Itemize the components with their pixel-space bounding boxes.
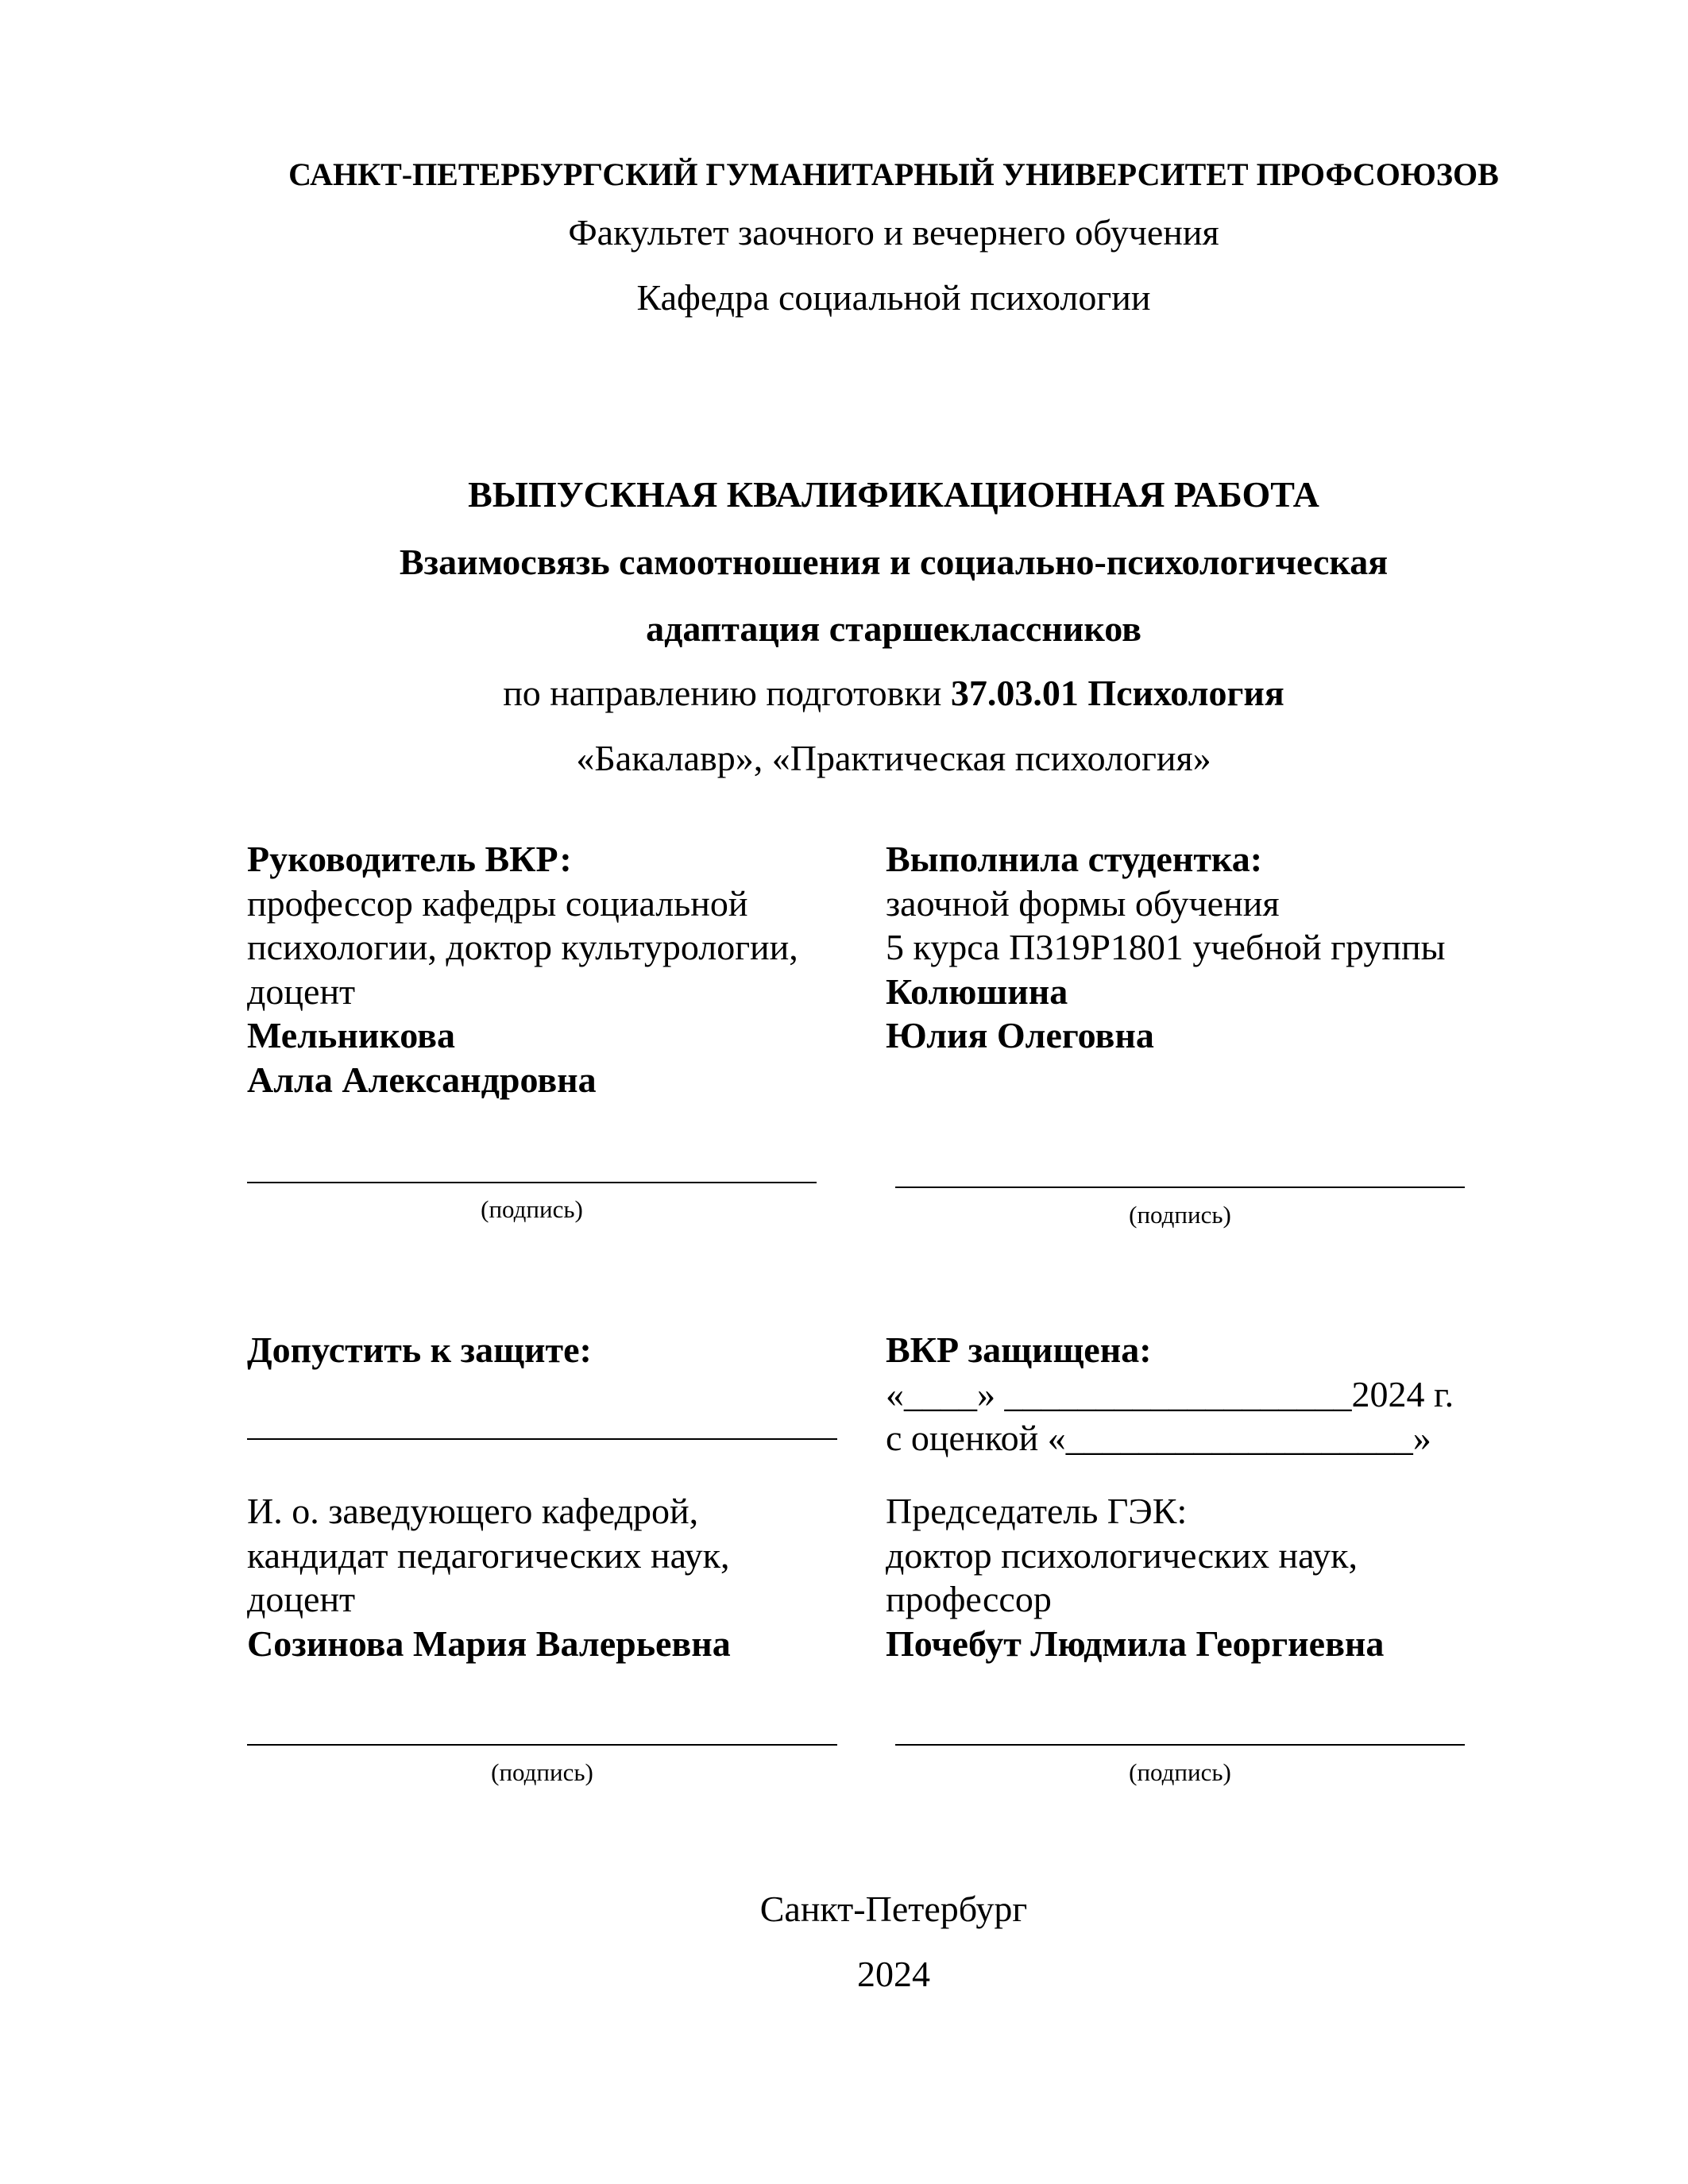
defense-grade-line: с оценкой «___________________»	[886, 1418, 1431, 1458]
year: 2024	[857, 1954, 930, 1994]
direction-prefix: по направлению подготовки	[503, 673, 951, 713]
profile-line: «Бакалавр», «Практическая психология»	[576, 738, 1211, 778]
head-name: Созинова Мария Валерьевна	[247, 1623, 731, 1664]
admission-line	[247, 1438, 837, 1440]
university-name: САНКТ-ПЕТЕРБУРГСКИЙ ГУМАНИТАРНЫЙ УНИВЕРСИТЕТ ПРОФСОЮЗОВ	[288, 156, 1499, 192]
head-signature-line	[247, 1744, 837, 1746]
gek-signature-line	[895, 1744, 1465, 1746]
topic-line-2: адаптация старшеклассников	[646, 608, 1141, 649]
supervisor-position-1: профессор кафедры социальной	[247, 882, 748, 924]
admission-label-block	[247, 1328, 592, 1372]
supervisor-signature-line	[247, 1182, 817, 1183]
defense-block	[886, 1328, 1454, 1461]
student-name: Юлия Олеговна	[886, 1015, 1154, 1055]
student-signature-caption: (подпись)	[1129, 1201, 1231, 1229]
city: Санкт-Петербург	[759, 1889, 1028, 1929]
supervisor-block	[247, 837, 798, 1102]
head-of-department-block	[247, 1489, 731, 1665]
student-label: Выполнила студентка:	[886, 839, 1263, 879]
head-position-1: И. о. заведующего кафедрой,	[247, 1491, 699, 1531]
gek-position-1: Председатель ГЭК:	[886, 1491, 1188, 1531]
student-info-1: заочной формы обучения	[886, 882, 1280, 924]
student-signature-line	[895, 1187, 1465, 1188]
direction-line	[0, 671, 1688, 716]
work-type-title: ВЫПУСКНАЯ КВАЛИФИКАЦИОННАЯ РАБОТА	[468, 474, 1319, 515]
student-info-2: 5 курса П319Р1801 учебной группы	[886, 927, 1446, 967]
gek-chair-block	[886, 1489, 1384, 1665]
supervisor-position-2: психологии, доктор культурологии,	[247, 927, 798, 967]
faculty-name: Факультет заочного и вечернего обучения	[568, 212, 1219, 253]
student-block	[886, 837, 1446, 1058]
department-name: Кафедра социальной психологии	[636, 277, 1151, 318]
gek-position-3: профессор	[886, 1579, 1052, 1619]
supervisor-surname: Мельникова	[247, 1015, 455, 1055]
supervisor-name: Алла Александровна	[247, 1059, 597, 1100]
topic-line-1: Взаимосвязь самоотношения и социально-психологическая	[399, 542, 1389, 582]
student-surname: Колюшина	[886, 970, 1068, 1012]
gek-position-2: доктор психологических наук,	[886, 1534, 1358, 1576]
defense-label: ВКР защищена:	[886, 1329, 1152, 1370]
gek-chair-name: Почебут Людмила Георгиевна	[886, 1623, 1385, 1664]
gek-signature-caption: (подпись)	[1129, 1758, 1231, 1786]
head-position-2: кандидат педагогических наук,	[247, 1534, 730, 1576]
direction-code: 37.03.01 Психология	[950, 673, 1284, 713]
admission-label: Допустить к защите:	[247, 1329, 592, 1370]
supervisor-signature-caption: (подпись)	[481, 1195, 583, 1223]
supervisor-position-3: доцент	[247, 970, 356, 1012]
head-signature-caption: (подпись)	[491, 1758, 593, 1786]
defense-date-line: «____» ___________________2024 г.	[886, 1373, 1454, 1414]
head-position-3: доцент	[247, 1579, 356, 1619]
supervisor-label: Руководитель ВКР:	[247, 839, 572, 879]
